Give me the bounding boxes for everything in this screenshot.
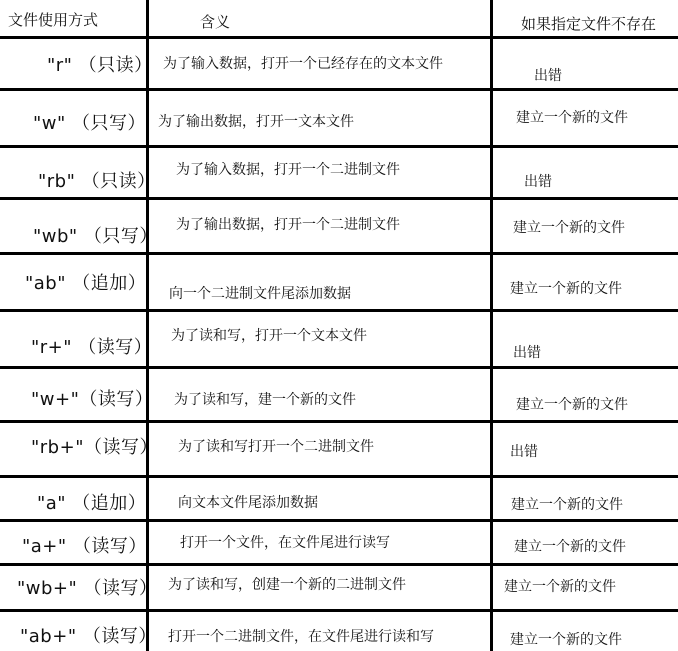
if-missing-cell: 建立一个新的文件 bbox=[516, 110, 628, 126]
meaning-cell: 为了输入数据，打开一个二进制文件 bbox=[176, 162, 400, 178]
mode-cell: "r" （只读） bbox=[47, 55, 153, 76]
row-divider bbox=[0, 420, 678, 423]
if-missing-cell: 建立一个新的文件 bbox=[504, 579, 616, 595]
if-missing-cell: 出错 bbox=[513, 345, 541, 361]
if-missing-cell: 建立一个新的文件 bbox=[516, 397, 628, 413]
mode-cell: "w" （只写） bbox=[33, 113, 147, 134]
if-missing-cell: 建立一个新的文件 bbox=[513, 220, 625, 236]
if-missing-cell: 建立一个新的文件 bbox=[511, 497, 623, 513]
if-missing-cell: 出错 bbox=[510, 444, 538, 460]
row-divider bbox=[0, 475, 678, 478]
meaning-cell: 为了输出数据，打开一文本文件 bbox=[158, 114, 354, 130]
header-meaning: 含义 bbox=[200, 13, 231, 31]
if-missing-cell: 出错 bbox=[534, 68, 562, 84]
meaning-cell: 为了输出数据，打开一个二进制文件 bbox=[176, 217, 400, 233]
meaning-cell: 打开一个文件，在文件尾进行读写 bbox=[180, 535, 390, 551]
if-missing-cell: 建立一个新的文件 bbox=[510, 281, 622, 297]
row-divider bbox=[0, 519, 678, 522]
meaning-cell: 为了读和写，打开一个文本文件 bbox=[171, 328, 367, 344]
mode-cell: "a+" （读写） bbox=[22, 536, 147, 557]
mode-cell: "rb+"（读写） bbox=[31, 437, 158, 458]
mode-cell: "ab" （追加） bbox=[25, 273, 147, 294]
meaning-cell: 为了读和写打开一个二进制文件 bbox=[178, 439, 374, 455]
mode-cell: "wb" （只写） bbox=[33, 226, 158, 247]
row-divider bbox=[0, 36, 678, 39]
meaning-cell: 为了读和写，创建一个新的二进制文件 bbox=[168, 577, 406, 593]
row-divider bbox=[0, 252, 678, 255]
if-missing-cell: 出错 bbox=[524, 174, 552, 190]
row-divider bbox=[0, 609, 678, 612]
mode-cell: "a" （追加） bbox=[37, 493, 147, 514]
header-mode: 文件使用方式 bbox=[8, 11, 99, 29]
row-divider bbox=[0, 145, 678, 148]
mode-cell: "r+" （读写） bbox=[31, 337, 153, 358]
row-divider bbox=[0, 366, 678, 369]
meaning-cell: 为了输入数据，打开一个已经存在的文本文件 bbox=[163, 56, 443, 72]
mode-cell: "rb" （只读） bbox=[38, 171, 156, 192]
meaning-cell: 向一个二进制文件尾添加数据 bbox=[169, 286, 351, 302]
header-if-missing: 如果指定文件不存在 bbox=[521, 15, 657, 33]
row-divider bbox=[0, 563, 678, 566]
if-missing-cell: 建立一个新的文件 bbox=[514, 539, 626, 555]
if-missing-cell: 建立一个新的文件 bbox=[510, 632, 622, 648]
column-divider bbox=[490, 0, 493, 651]
meaning-cell: 为了读和写，建一个新的文件 bbox=[174, 392, 356, 408]
meaning-cell: 打开一个二进制文件，在文件尾进行读和写 bbox=[168, 629, 434, 645]
mode-cell: "w+"（读写） bbox=[31, 389, 154, 410]
row-divider bbox=[0, 309, 678, 312]
row-divider bbox=[0, 197, 678, 200]
row-divider bbox=[0, 88, 678, 91]
mode-cell: "ab+" （读写） bbox=[20, 626, 157, 647]
meaning-cell: 向文本文件尾添加数据 bbox=[178, 495, 318, 511]
mode-cell: "wb+" （读写） bbox=[17, 578, 158, 599]
